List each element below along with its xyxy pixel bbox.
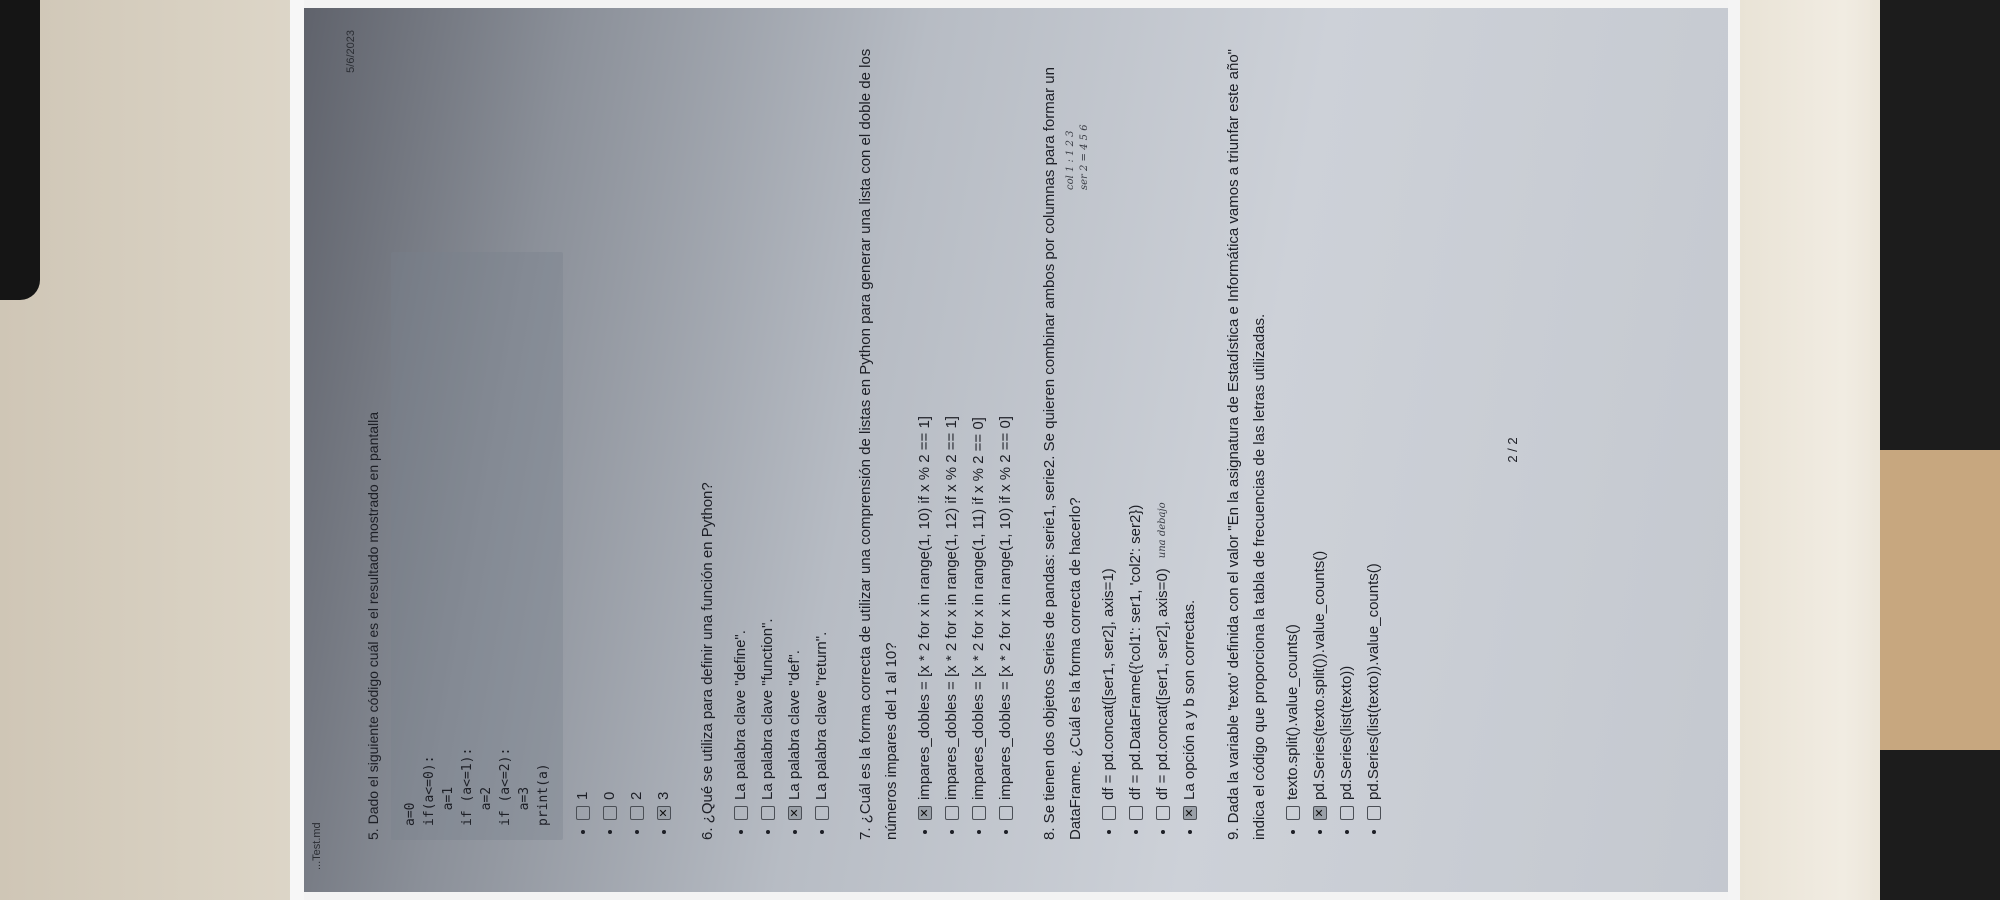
option[interactable]: texto.split().value_counts() [1279,40,1306,840]
bullet [1134,830,1138,834]
option[interactable]: df = pd.concat([ser1, ser2], axis=1) [1095,40,1122,840]
bullet [923,830,927,834]
checkbox[interactable] [1340,806,1354,820]
checkbox-checked[interactable]: ✕ [1183,806,1197,820]
checkbox[interactable] [1286,806,1300,820]
checkbox[interactable] [761,806,775,820]
checkbox[interactable] [1367,806,1381,820]
checkbox[interactable] [1102,806,1116,820]
question-text: 8. Se tienen dos objetos Series de pandas: serie1, serie2. Se quieren combinar ambos por columnas para formar un DataFrame. ¿Cuál es la forma correcta de hacerlo? [1041,67,1084,840]
bullet [793,830,797,834]
checkbox[interactable] [603,806,617,820]
code-block: a=0 if(a<=0): a=1 if (a<=1): a=2 if (a<=2): a=3 print(a) [391,252,563,840]
question-text: 5. Dado el siguiente código cuál es el resultado mostrado en pantalla [365,411,381,840]
bullet [766,830,770,834]
cable [0,0,40,300]
background-object-wood [1880,450,2000,750]
page-date: 5/6/2023 [345,30,357,73]
option[interactable]: 0 [596,40,623,840]
file-name: ...Test.md [311,822,323,870]
checkbox-checked[interactable]: ✕ [1313,806,1327,820]
bullet [1107,830,1111,834]
checkbox[interactable] [945,806,959,820]
checkbox-checked[interactable]: ✕ [657,806,671,820]
checkbox[interactable] [630,806,644,820]
checkbox[interactable] [972,806,986,820]
option[interactable]: ✕ pd.Series(texto.split()).value_counts() [1306,40,1333,840]
bullet [635,830,639,834]
option[interactable]: df = pd.concat([ser1, ser2], axis=0) una debajo [1149,40,1176,840]
bullet [1188,830,1192,834]
option[interactable]: impares_dobles = [x * 2 for x in range(1, 11) if x % 2 == 0] [965,40,992,840]
option[interactable]: ✕ La palabra clave "def". [781,40,808,840]
checkbox[interactable] [734,806,748,820]
option[interactable]: ✕ 3 [650,40,677,840]
bullet [1372,830,1376,834]
questions [363,40,1405,840]
option[interactable]: La palabra clave "define". [727,40,754,840]
bullet [1345,830,1349,834]
paper-edge [290,0,304,900]
option[interactable]: impares_dobles = [x * 2 for x in range(1, 12) if x % 2 == 1] [938,40,965,840]
option[interactable]: pd.Series(list(texto)) [1333,40,1360,840]
handwritten-note: ser 2 = 4 5 6 [1079,124,1090,190]
question-6 [695,40,835,840]
checkbox[interactable] [1156,806,1170,820]
question-8 [1037,40,1203,840]
option[interactable]: 1 [569,40,596,840]
bullet [1318,830,1322,834]
exam-page [305,0,1705,900]
option[interactable]: df = pd.DataFrame({'col1': ser1, 'col2': ser2}) [1122,40,1149,840]
checkbox[interactable] [1129,806,1143,820]
handwritten-note: col 1 : 1 2 3 [1065,130,1076,190]
checkbox-checked[interactable]: ✕ [918,806,932,820]
option[interactable]: La palabra clave "function". [754,40,781,840]
option[interactable]: impares_dobles = [x * 2 for x in range(1, 10) if x % 2 == 0] [992,40,1019,840]
bullet [662,830,666,834]
page-header [305,0,357,900]
bullet [1161,830,1165,834]
bullet [608,830,612,834]
checkbox-checked[interactable]: ✕ [788,806,802,820]
question-7 [853,40,1019,840]
bullet [1291,830,1295,834]
options-list [727,40,835,840]
handwritten-note: una debajo [1157,502,1168,559]
bullet [739,830,743,834]
question-text: 7. ¿Cuál es la forma correcta de utilizar una comprensión de listas en Python para generar una lista con el doble de los números impares del 1 al 10? [857,48,900,840]
option[interactable]: 2 [623,40,650,840]
option[interactable]: ✕ La opción a y b son correctas. [1176,40,1203,840]
question-text: 9. Dada la variable 'texto' definida con el valor "En la asignatura de Estadística e Informática vamos a triunfar este año" indica el código que proporciona la tabla de frecuencias de las letras utilizadas. [1225,49,1268,840]
bullet [950,830,954,834]
question-text: 6. ¿Qué se utiliza para definir una función en Python? [699,482,716,840]
option[interactable]: ✕ impares_dobles = [x * 2 for x in range(1, 10) if x % 2 == 1] [911,40,938,840]
question-5 [363,40,677,840]
checkbox[interactable] [576,806,590,820]
paper-edge [1728,0,1740,900]
bullet [977,830,981,834]
options-list [911,40,1019,840]
bullet [820,830,824,834]
checkbox[interactable] [999,806,1013,820]
bullet [1004,830,1008,834]
bullet [581,830,585,834]
option[interactable]: La palabra clave "return". [808,40,835,840]
options-list [1095,40,1203,840]
page-number: 2 / 2 [1505,437,1520,463]
question-9 [1221,40,1387,840]
option[interactable]: pd.Series(list(texto)).value_counts() [1360,40,1387,840]
checkbox[interactable] [815,806,829,820]
options-list [569,40,677,840]
options-list [1279,40,1387,840]
